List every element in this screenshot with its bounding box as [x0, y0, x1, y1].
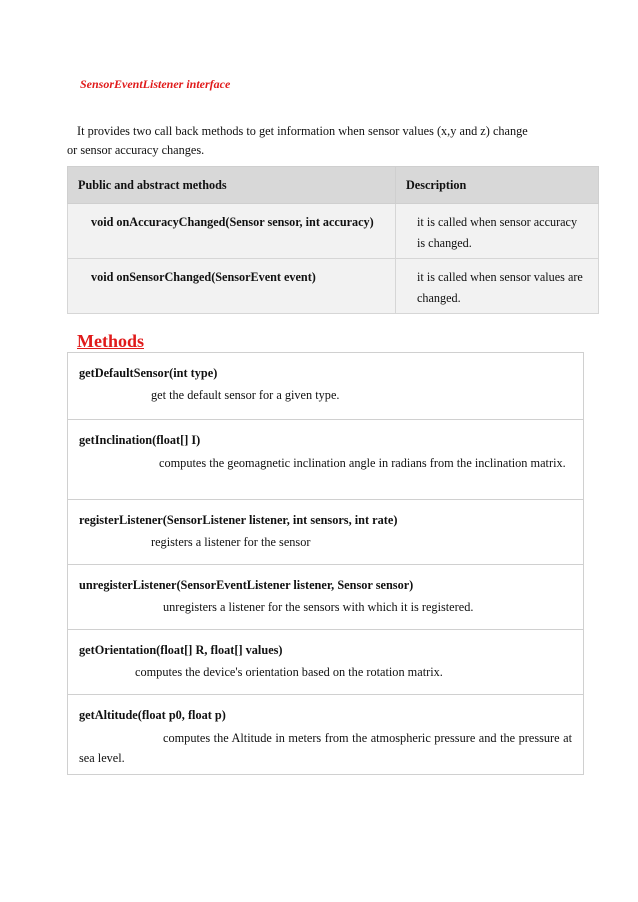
methods-list — [67, 352, 584, 775]
method-description: computes the geomagnetic inclination angle in radians from the inclination matrix. — [159, 456, 566, 470]
method-description: computes the Altitude in meters from the atmospheric pressure and the pressure at sea level. — [79, 731, 572, 765]
method-signature: unregisterListener(SensorEventListener listener, Sensor sensor) — [79, 578, 414, 592]
intro-paragraph — [67, 122, 587, 160]
description-cell: it is called when sensor values are changed. — [396, 259, 599, 314]
method-description: computes the device's orientation based on the rotation matrix. — [135, 665, 443, 679]
method-description: registers a listener for the sensor — [151, 535, 311, 549]
column-header-methods: Public and abstract methods — [68, 167, 396, 204]
method-description: unregisters a listener for the sensors with which it is registered. — [163, 600, 474, 614]
method-signature: getInclination(float[] I) — [79, 433, 201, 447]
method-entry — [68, 630, 583, 695]
intro-line-2: or sensor accuracy changes. — [67, 143, 205, 157]
column-header-description: Description — [396, 167, 599, 204]
table-row — [68, 204, 599, 259]
method-entry — [68, 500, 583, 565]
method-description: get the default sensor for a given type. — [151, 388, 340, 402]
table-row — [68, 259, 599, 314]
method-entry — [68, 565, 583, 630]
method-signature: registerListener(SensorListener listener, int sensors, int rate) — [79, 513, 398, 527]
methods-heading: Methods — [77, 331, 144, 351]
method-signature: getDefaultSensor(int type) — [79, 366, 218, 380]
methods-table — [67, 166, 599, 314]
section-title: SensorEventListener interface — [80, 77, 231, 91]
method-entry — [68, 695, 583, 775]
method-cell: void onAccuracyChanged(Sensor sensor, int accuracy) — [68, 204, 396, 259]
method-signature: getAltitude(float p0, float p) — [79, 708, 226, 722]
description-cell: it is called when sensor accuracy is changed. — [396, 204, 599, 259]
intro-line-1: It provides two call back methods to get information when sensor values (x,y and z) change — [77, 124, 528, 138]
method-cell: void onSensorChanged(SensorEvent event) — [68, 259, 396, 314]
method-signature: getOrientation(float[] R, float[] values) — [79, 643, 283, 657]
table-header-row — [68, 167, 599, 204]
method-entry — [68, 420, 583, 500]
method-entry — [68, 353, 583, 420]
